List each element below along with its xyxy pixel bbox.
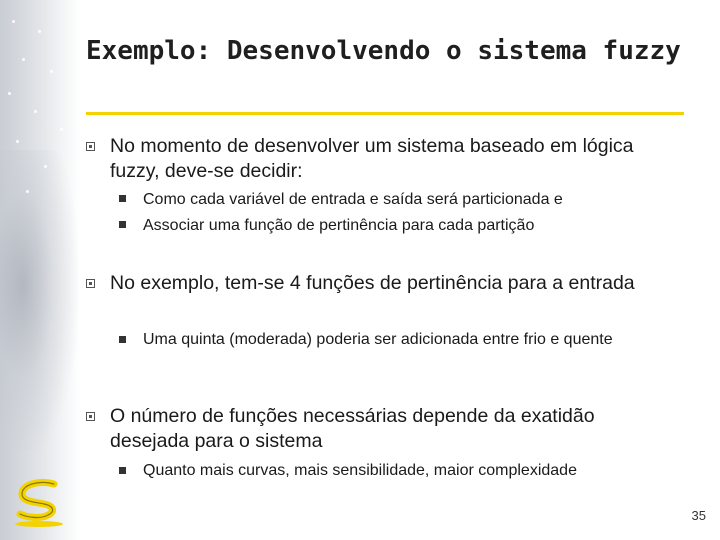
sub-bullet-marker-icon [119,336,126,343]
page-title: Exemplo: Desenvolvendo o sistema fuzzy [86,36,681,66]
bullet-text: O número de funções necessárias depende da exatidão desejada para o sistema [110,405,595,452]
bullet-marker-icon [86,412,95,421]
sub-bullet-marker-icon [119,467,126,474]
sub-bullet-text: Como cada variável de entrada e saída será particionada e [143,191,563,208]
sub-bullet-text: Associar uma função de pertinência para cada partição [143,217,535,234]
sub-bullet-marker-icon [119,221,126,228]
sub-bullet-text: Quanto mais curvas, mais sensibilidade, maior complexidade [143,462,577,479]
bullet-text: No momento de desenvolver um sistema baseado em lógica fuzzy, deve-se decidir: [110,135,634,182]
bullet-text: No exemplo, tem-se 4 funções de pertinência para a entrada [110,272,635,294]
bullet-marker-icon [86,279,95,288]
bullet-marker-icon [86,142,95,151]
sub-bullet-text: Uma quinta (moderada) poderia ser adicionada entre frio e quente [143,331,613,348]
page-number: 35 [691,508,706,523]
sub-bullet-marker-icon [119,195,126,202]
